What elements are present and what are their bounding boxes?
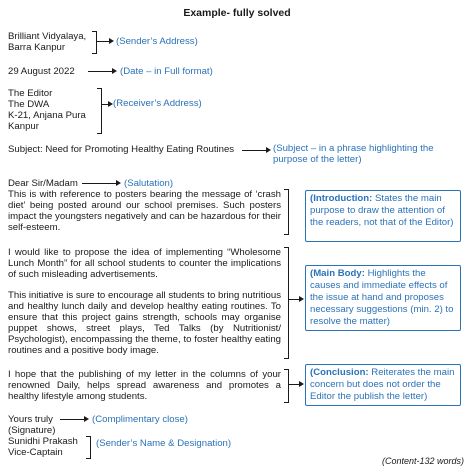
sender-name: Sunidhi Prakash — [8, 436, 78, 447]
conclusion-note-box — [305, 364, 461, 406]
conclusion-paragraph: I hope that the publishing of my letter in the columns of your renowned Daily, helps spread awareness and promotes a healthy lifestyle among students. — [8, 369, 281, 402]
body-paragraph-1: I would like to propose the idea of implementing “Wholesome Lunch Month” for all school students to counter the implications of such misleading advertisements. — [8, 247, 281, 280]
letter-date: 29 August 2022 — [8, 66, 75, 77]
date-note: (Date – in Full format) — [120, 66, 213, 77]
conclusion-note-text: Reiterates the main concern but does not order the Editor the publish the letter) — [310, 367, 455, 402]
conclusion-bracket — [284, 369, 289, 403]
complimentary-close: Yours truly — [8, 414, 53, 425]
word-count: (Content-132 words) — [381, 456, 464, 466]
name-designation-note: (Sender’s Name & Designation) — [96, 438, 232, 449]
subject-arrow — [242, 150, 266, 151]
conclusion-arrow — [289, 384, 299, 385]
receiver-address-bracket — [97, 88, 102, 134]
main-body-note-text: Highlights the causes and immediate effects of the issue at hand and proposes necessary suggestions (min. 2) to resolve the matter) — [310, 268, 454, 327]
sender-designation: Vice-Captain — [8, 447, 63, 458]
salutation-note: (Salutation) — [124, 178, 174, 189]
closing-note: (Complimentary close) — [92, 414, 188, 425]
sender-address-note: (Sender’s Address) — [116, 36, 198, 47]
subject-line: Subject: Need for Promoting Healthy Eating Routines — [8, 144, 235, 155]
closing-arrow — [60, 419, 84, 420]
introduction-note-text: States the main purpose to draw the attention of the readers, not that of the Editor) — [310, 193, 454, 228]
main-body-arrow — [289, 299, 299, 300]
receiver-address-note: (Receiver’s Address) — [113, 98, 202, 109]
date-arrow — [88, 71, 112, 72]
subject-note-line-1: (Subject – in a phrase highlighting the — [273, 143, 434, 154]
receiver-address-line-3: K-21, Anjana Pura — [8, 110, 86, 121]
sender-address-line-2: Barra Kanpur — [8, 42, 66, 53]
salutation-arrow — [82, 183, 116, 184]
receiver-address-line-2: The DWA — [8, 99, 50, 110]
subject-note-line-2: purpose of the letter) — [273, 154, 362, 165]
receiver-address-line-4: Kanpur — [8, 121, 39, 132]
introduction-note-label: (Introduction: — [310, 193, 373, 204]
main-body-note-box — [305, 265, 461, 331]
main-body-note-label: (Main Body: — [310, 268, 365, 279]
receiver-address-line-1: The Editor — [8, 88, 53, 99]
signature: (Signature) — [8, 425, 56, 436]
body-paragraph-2: This initiative is sure to encourage all students to bring nutritious and healthy lunch daily and develop healthy eating routines. To ensure that this project gains strength, schools may organise puppet shows, street plays, Ted Talks (by Nutritionist/ Psychologist), encompassing the theme, to foster healthy eating routines and a positive body image. — [8, 290, 281, 356]
page-title: Example- fully solved — [183, 7, 291, 19]
sender-address-bracket — [92, 31, 97, 54]
introduction-paragraph: This is with reference to posters bearing the message of ‘crash diet’ being posted around our school premises. Such posters impact the youngsters negatively and can be hazardous for their self-esteem. — [8, 189, 281, 233]
receiver-address-arrow — [102, 104, 108, 105]
sender-address-line-1: Brilliant Vidyalaya, — [8, 31, 87, 42]
introduction-bracket — [284, 189, 289, 235]
conclusion-note-label: (Conclusion: — [310, 367, 369, 378]
main-body-bracket — [284, 247, 289, 359]
sender-address-arrow — [97, 41, 109, 42]
name-designation-bracket — [86, 436, 91, 459]
introduction-note-box — [305, 190, 461, 242]
salutation: Dear Sir/Madam — [8, 178, 78, 189]
